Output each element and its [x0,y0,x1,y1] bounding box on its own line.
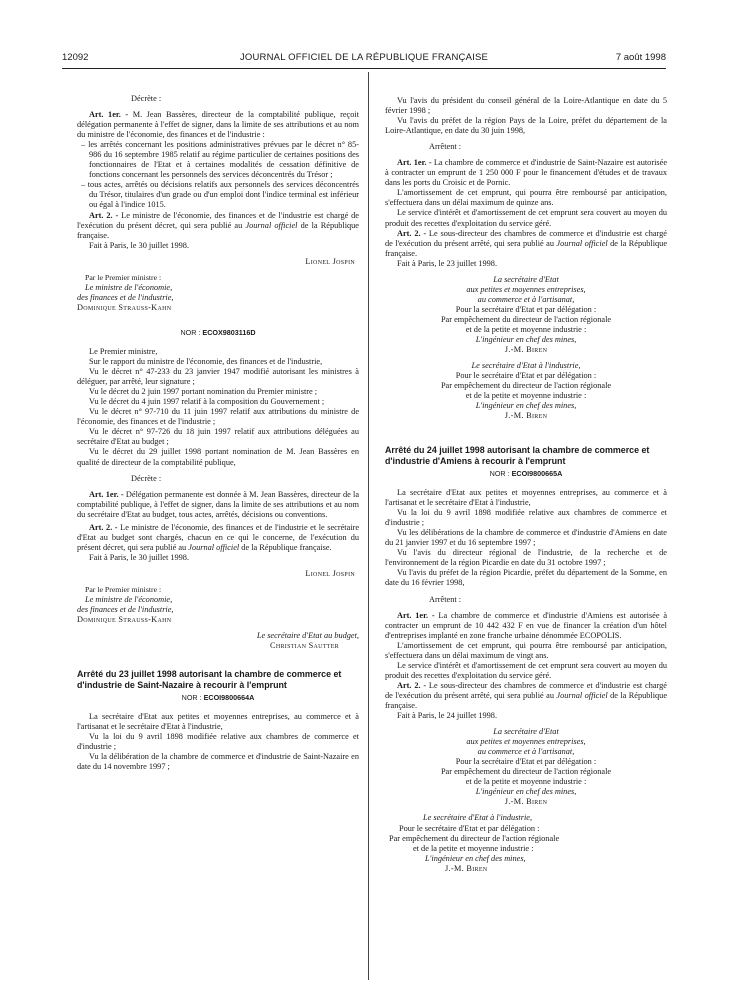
article-label: Art. 1er. - [89,489,124,499]
visa: Vu le décret n° 97-726 du 18 juin 1997 relatif aux attributions déléguées au secrétaire d'Etat au budget ; [77,427,359,447]
decree-title: Arrêté du 24 juillet 1998 autorisant la chambre de commerce et d'industrie d'Amiens à recourir à l'emprunt [385,445,650,466]
decree-title: Arrêté du 23 juillet 1998 autorisant la chambre de commerce et d'industrie de Saint-Nazaire à recourir à l'emprunt [77,669,342,690]
signature: Lionel Jospin [305,256,355,266]
paragraph: Le service d'intérêt et d'amortissement de cet emprunt sera couvert au moyen du produit des recettes d'exploitation du service géré. [385,208,667,228]
signatory-title: Le secrétaire d'Etat à l'industrie, [471,361,581,371]
visa: Vu la délibération de la chambre de commerce et d'industrie de Saint-Nazaire en date du 14 novembre 1997 ; [77,752,359,772]
right-column [385,96,667,874]
delegation-line: Pour la secrétaire d'Etat et par délégation : [455,304,597,314]
visa: Vu l'avis du préfet de la région Picardie, préfet du département de la Somme, en date du 16 février 1998, [385,568,667,588]
journal-title: JOURNAL OFFICIEL DE LA RÉPUBLIQUE FRANÇAISE [239,52,489,63]
signature: J.-M. Biren [504,345,548,355]
article-2: Art. 2. - Le ministre de l'économie, des finances et de l'industrie est chargé de l'exécution du présent décret, qui sera publié au Journal officiel de la République française. [77,210,359,240]
minister-title: des finances et de l'industrie, [77,605,174,615]
signatory-title: L'ingénieur en chef des mines, [475,787,577,797]
delegation-line: Par empêchement du directeur de l'action régionale [440,381,612,391]
paragraph: Le service d'intérêt et d'amortissement de cet emprunt sera couvert au moyen du produit des recettes d'exploitation du service géré. [385,660,667,680]
article-label: Art. 2. - [397,680,427,690]
article-2: Art. 2. - Le ministre de l'économie, des finances et de l'industrie et le secrétaire d'Etat au budget sont chargés, chacun en ce qui le concerne, de l'exécution du présent décret, qui sera publié au Journal officiel de la République française. [77,522,360,552]
visa: Vu l'avis du préfet de la région Pays de la Loire, préfet du département de la Loire-Atlantique, en date du 30 juin 1998, [385,116,667,136]
visa: Vu le décret n° 47-233 du 23 janvier 1947 modifié autorisant les ministres à déléguer, par arrêté, leur signature ; [77,367,359,387]
delegation-line: Pour le secrétaire d'Etat et par délégation : [455,371,597,381]
article-label: Art. 1er. - [397,610,435,620]
preamble: Sur le rapport du ministre de l'économie, des finances et de l'industrie, [89,357,323,367]
visa: Vu le décret du 29 juillet 1998 portant nomination de M. Jean Bassères en qualité de directeur de la comptabilité publique, [77,447,359,467]
article-1 [77,110,359,140]
article-1: Art. 1er. - La chambre de commerce et d'industrie de Saint-Nazaire est autorisée à contracter un emprunt de 1 250 000 F pour le financement d'études et de travaux dans les ports du Croisic et de Pornic. [385,158,667,188]
left-column [77,94,359,772]
page-header [62,52,666,66]
fait-a-paris: Fait à Paris, le 30 juillet 1998. [89,240,190,250]
signatory-title: La secrétaire d'Etat [493,274,559,284]
delegation-line: Pour la secrétaire d'Etat et par délégation : [455,757,597,767]
signature: Lionel Jospin [305,568,355,578]
minister-title: des finances et de l'industrie, [77,292,174,302]
delegation-line: Par empêchement du directeur de l'action régionale [440,314,612,324]
article-label: Art. 1er. - [89,110,129,120]
preamble: La secrétaire d'Etat aux petites et moyennes entreprises, au commerce et à l'artisanat et le secrétaire d'Etat à l'industrie, [385,488,667,508]
visa: Vu l'avis du directeur régional de l'industrie, de la recherche et de l'environnement de la région Picardie en date du 31 octobre 1997 ; [385,548,667,568]
visa: Vu le décret du 4 juin 1997 relatif à la composition du Gouvernement ; [89,397,325,407]
article-1: Art. 1er. - Délégation permanente est donnée à M. Jean Bassères, directeur de la comptabilité publique, à l'effet de signer, dans la limite de ses attributions et au nom du secrétaire d'Etat au budget, tous actes, arrêtés, décisions ou conventions. [77,489,360,519]
minister-title: Le secrétaire d'Etat au budget, [256,631,359,641]
signature: Dominique Strauss-Kahn [77,302,172,312]
issue-date: 7 août 1998 [615,52,666,63]
journal-officiel-ref: Journal officiel [188,542,240,552]
paragraph: L'amortissement de cet emprunt, qui pourra être remboursé par anticipation, s'effectuera dans un délai maximum de vingt ans. [385,640,667,660]
decrete-heading: Décrète : [131,473,162,483]
minister-title: Le ministre de l'économie, [85,595,173,605]
preamble: Le Premier ministre, [89,346,158,356]
page-number: 12092 [62,52,89,63]
signatory-title: L'ingénieur en chef des mines, [475,401,577,411]
journal-officiel-ref: Journal officiel [556,238,608,248]
signatory-title: L'ingénieur en chef des mines, [425,853,526,863]
visa: Vu l'avis du président du conseil général de la Loire-Atlantique en date du 5 février 1998 ; [385,96,667,116]
nor-reference: NOR : ECOI9800665A [489,469,563,478]
visa: Vu le décret du 2 juin 1997 portant nomination du Premier ministre ; [89,387,318,397]
fait-a-paris: Fait à Paris, le 24 juillet 1998. [397,711,498,721]
delegation-line: et de la petite et moyenne industrie : [465,391,587,401]
preamble: La secrétaire d'Etat aux petites et moyennes entreprises, au commerce et à l'artisanat et le secrétaire d'Etat à l'industrie, [77,711,359,731]
arretent-heading: Arrêtent : [429,142,462,152]
delegation-line: Pour le secrétaire d'Etat et par délégation : [399,823,540,833]
article-label: Art. 1er. - [397,158,432,168]
journal-officiel-ref: Journal officiel [245,220,298,230]
visa: Vu la loi du 9 avril 1898 modifiée relative aux chambres de commerce et d'industrie ; [77,731,359,752]
par-premier-ministre: Par le Premier ministre : [85,584,162,594]
signatory-title: La secrétaire d'Etat [493,727,559,737]
paragraph: L'amortissement de cet emprunt, qui pourra être remboursé par anticipation, s'effectuera dans un délai maximum de quinze ans. [385,188,667,208]
signatory-title: aux petites et moyennes entreprises, [466,737,586,747]
header-rule [62,68,666,69]
par-premier-ministre: Par le Premier ministre : [85,272,162,282]
signatory-title: Le secrétaire d'Etat à l'industrie, [423,813,533,823]
signatory-title: au commerce et à l'artisanat, [477,294,575,304]
list-item: – les arrêtés concernant les positions administratives prévues par le décret n° 85-986 du 16 septembre 1985 relatif au régime particulier de certaines positions des fonctionnaires de l'Etat et à certaines modalités de cessation définitive de fonctions concernant les personnels des services déconcentrés du Trésor ; [81,140,359,180]
signatory-title: L'ingénieur en chef des mines, [475,335,577,345]
visa: Vu la loi du 9 avril 1898 modifiée relative aux chambres de commerce et d'industrie ; [385,508,667,528]
article-label: Art. 2. - [397,228,427,238]
delegation-line: Par empêchement du directeur de l'action régionale [440,767,612,777]
signature: J.-M. Biren [504,411,548,421]
journal-officiel-ref: Journal officiel [556,690,608,700]
delegation-line: Par empêchement du directeur de l'action régionale [389,833,560,843]
minister-title: Le ministre de l'économie, [85,282,173,292]
delegation-line: et de la petite et moyenne industrie : [413,843,534,853]
article-label: Art. 2. - [89,210,119,220]
signature: J.-M. Biren [504,797,548,807]
column-divider [368,72,369,980]
signature: Dominique Strauss-Kahn [77,615,172,625]
article-2: Art. 2. - Le sous-directeur des chambres de commerce et d'industrie est chargé de l'exécution du présent arrêté, qui sera publié au Journal officiel de la République française. [385,228,667,258]
article-text: M. Jean Bassères, directeur de la comptabilité publique, reçoit délégation permanente à l'effet de signer, dans la limite de ses attributions et au nom du ministre de l'économie, des finances et de l'industrie : [77,110,359,140]
nor-reference: NOR : ECOX9803116D [180,327,256,337]
signature: J.-M. Biren [445,863,488,873]
article-2: Art. 2. - Le sous-directeur des chambres de commerce et d'industrie est chargé de l'exécution du présent arrêté, qui sera publié au Journal officiel de la République française. [385,680,667,710]
article-label: Art. 2. - [89,522,118,532]
signatory-title: au commerce et à l'artisanat, [477,747,575,757]
delegation-line: et de la petite et moyenne industrie : [465,324,587,334]
signatory-title: aux petites et moyennes entreprises, [466,284,586,294]
visa: Vu le décret n° 97-710 du 11 juin 1997 relatif aux attributions du ministre de l'économie, des finances et de l'industrie ; [77,407,359,427]
fait-a-paris: Fait à Paris, le 23 juillet 1998. [397,258,498,268]
visa: Vu les délibérations de la chambre de commerce et d'industrie d'Amiens en date du 21 janvier 1997 et du 16 septembre 1997 ; [385,528,667,548]
signature: Christian Sautter [270,641,339,651]
arretent-heading: Arrêtent : [429,594,462,604]
nor-reference: NOR : ECOI9800664A [181,692,255,702]
article-1: Art. 1er. - La chambre de commerce et d'industrie d'Amiens est autorisée à contracter un emprunt de 10 442 432 F en vue de financer la création d'un hôtel d'entreprises implanté en zone franche urbaine dénommée ECOPOLIS. [385,610,668,640]
fait-a-paris: Fait à Paris, le 30 juillet 1998. [89,552,190,562]
decrete-heading: Décrète : [131,94,162,103]
list-item: – tous actes, arrêtés ou décisions relatifs aux personnels des services déconcentrés du Trésor, titulaires d'un grade ou d'un emploi dont l'indice terminal est inférieur ou égal à l'indice 1015. [81,180,359,210]
delegation-line: et de la petite et moyenne industrie : [465,777,587,787]
